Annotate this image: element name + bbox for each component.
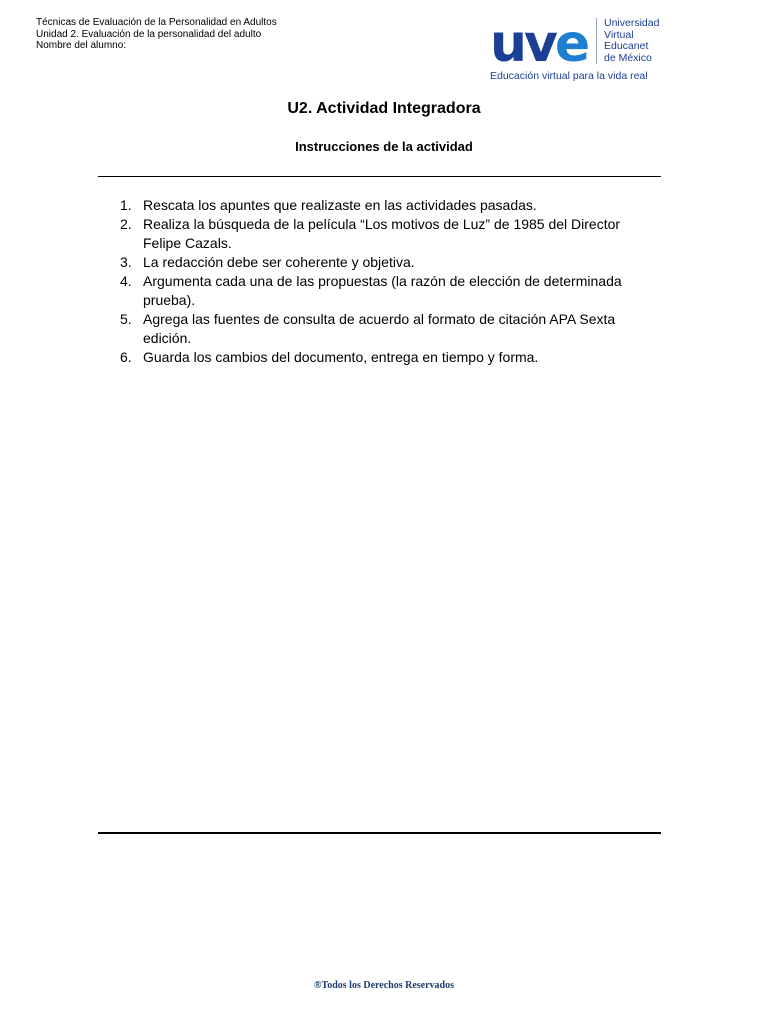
uve-logo xyxy=(490,14,670,86)
instruction-text: Argumenta cada una de las propuestas (la razón de elección de determinada prueba). xyxy=(143,273,622,308)
instruction-number: 1. xyxy=(120,197,132,213)
instruction-number: 6. xyxy=(120,349,132,365)
instruction-item xyxy=(98,253,661,272)
section-subtitle: Instrucciones de la actividad xyxy=(295,139,473,154)
instruction-number: 5. xyxy=(120,311,132,327)
instruction-item xyxy=(98,348,661,367)
instruction-text: Agrega las fuentes de consulta de acuerdo al formato de citación APA Sexta edición. xyxy=(143,311,616,346)
course-name: Técnicas de Evaluación de la Personalidad en Adultos xyxy=(36,17,277,28)
logo-divider xyxy=(596,18,597,64)
instruction-text: La redacción debe ser coherente y objetiva. xyxy=(143,254,415,270)
document-title: U2. Actividad Integradora xyxy=(287,100,481,117)
instruction-number: 3. xyxy=(120,254,132,270)
instruction-text: Realiza la búsqueda de la película “Los motivos de Luz” de 1985 del Director Felipe Cazals. xyxy=(143,216,621,251)
logo-name-line: Educanet xyxy=(604,40,649,52)
document-header-info xyxy=(36,17,277,52)
instruction-item xyxy=(98,310,661,348)
instruction-text: Rescata los apuntes que realizaste en las actividades pasadas. xyxy=(143,197,537,213)
instruction-text: Guarda los cambios del documento, entrega en tiempo y forma. xyxy=(143,349,539,365)
instructions-list xyxy=(98,196,661,367)
instruction-item xyxy=(98,215,661,253)
logo-institution-name xyxy=(604,18,659,64)
logo-name-line: de México xyxy=(604,51,652,64)
logo-name-line: Virtual xyxy=(604,28,634,41)
instruction-item xyxy=(98,196,661,215)
instruction-number: 2. xyxy=(120,216,132,232)
logo-mark xyxy=(490,14,588,74)
logo-mark-uv: uv xyxy=(490,14,555,74)
logo-mark-e: e xyxy=(554,14,588,74)
instruction-number: 4. xyxy=(120,273,132,289)
top-divider xyxy=(98,176,661,177)
instruction-item xyxy=(98,272,661,310)
student-name-label: Nombre del alumno: xyxy=(36,40,127,51)
bottom-divider xyxy=(98,832,661,834)
copyright-footer: ®Todos los Derechos Reservados xyxy=(314,980,454,991)
logo-tagline: Educación virtual para la vida real xyxy=(490,70,648,82)
logo-name-line: Universidad xyxy=(604,17,660,29)
unit-name: Unidad 2. Evaluación de la personalidad del adulto xyxy=(36,28,262,40)
